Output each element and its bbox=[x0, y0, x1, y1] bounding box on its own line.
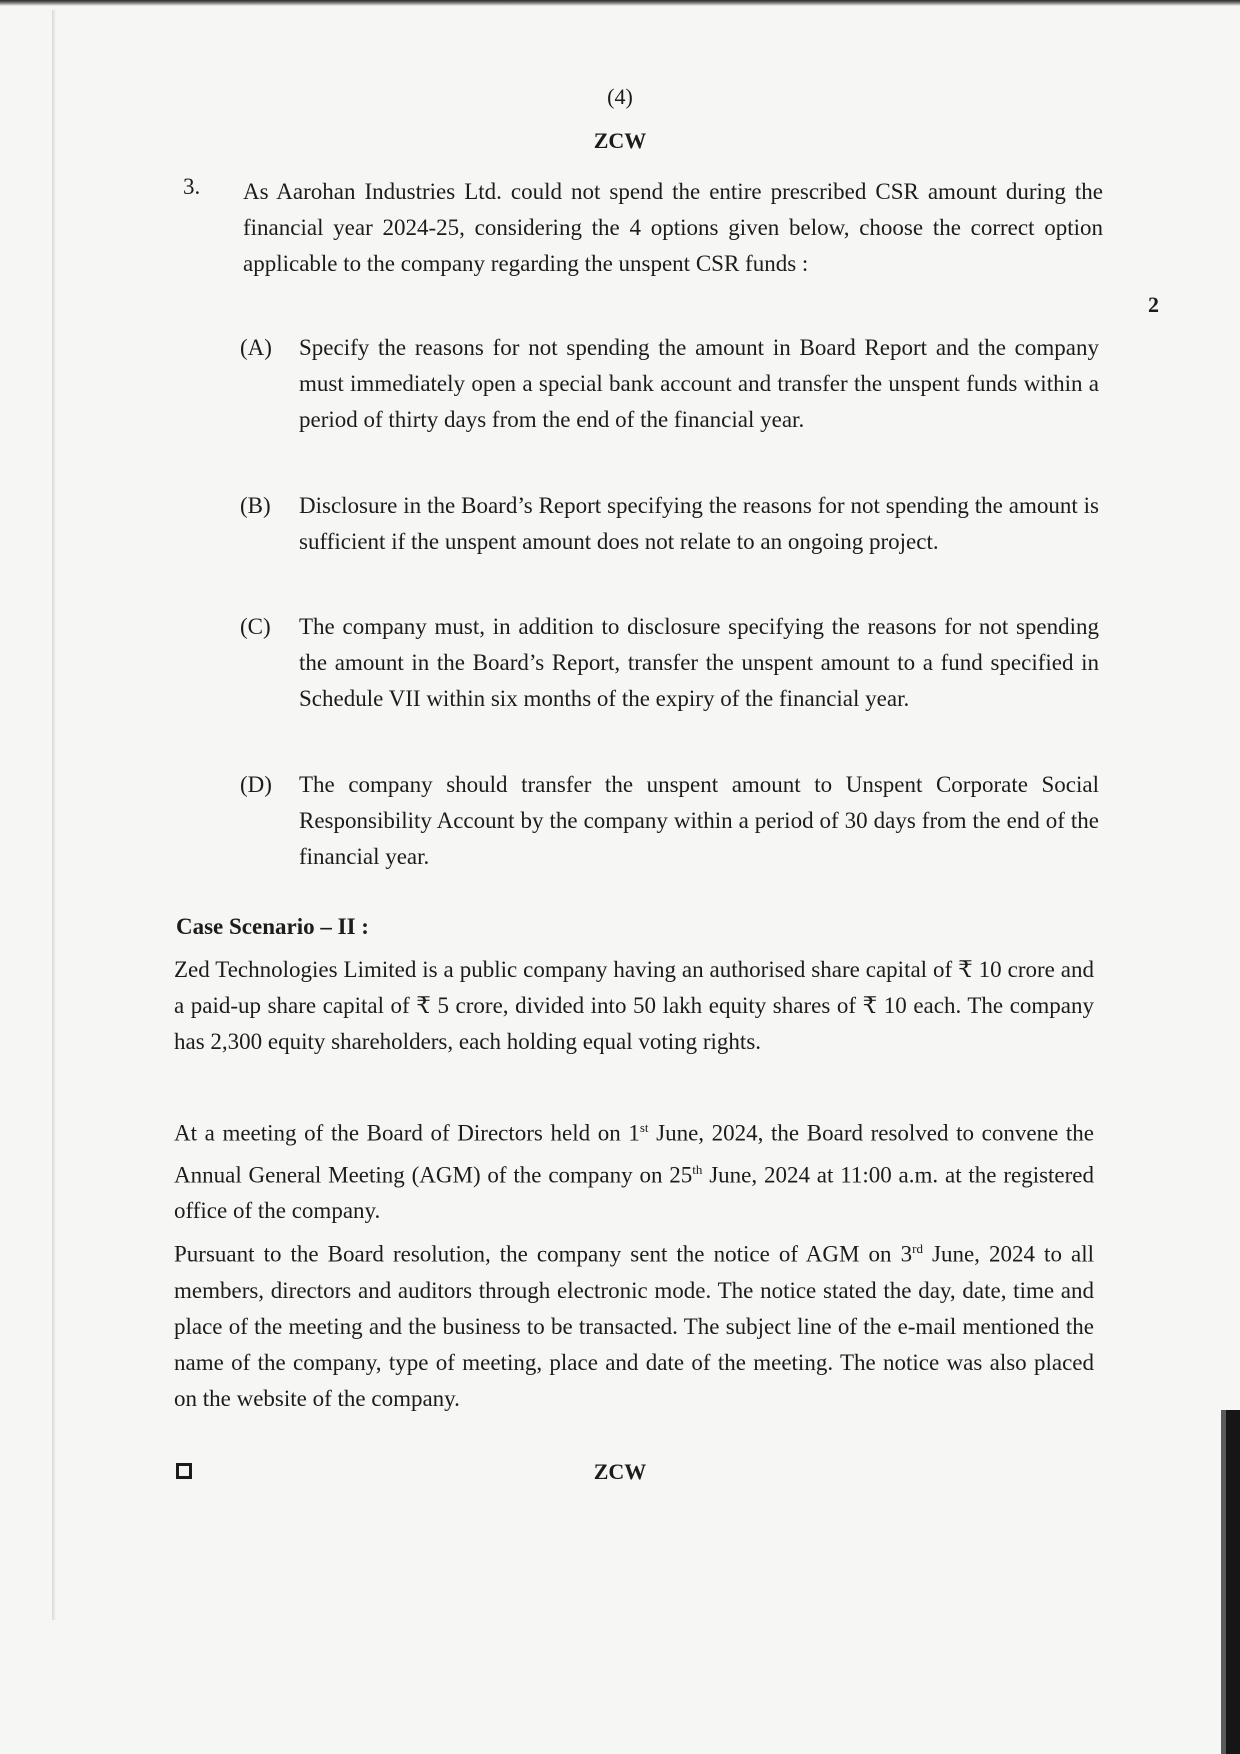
case-paragraph-2 bbox=[174, 1110, 1094, 1229]
para2-sup-b: th bbox=[692, 1161, 703, 1177]
option-text: The company must, in addition to disclosure specifying the reasons for not spending the amount in the Board’s Report, transfer the unspent amount to a fund specified in Schedule VII within six months of the expiry of the financial year. bbox=[299, 614, 1099, 711]
question-marks: 2 bbox=[1148, 292, 1159, 317]
option-text: Disclosure in the Board’s Report specifying the reasons for not spending the amount is sufficient if the unspent amount does not relate to an ongoing project. bbox=[299, 493, 1099, 554]
case-scenario-heading: Case Scenario – II : bbox=[176, 914, 369, 939]
option-label: (C) bbox=[240, 614, 271, 639]
para3-text-b: June, 2024 to all members, directors and auditors through electronic mode. The notice stated the day, date, time and place of the meeting and the business to be transacted. The subject line of the e-mail mentioned the name of the company, type of meeting, place and date of the meeting. The notice was also placed on the website of the company. bbox=[174, 1241, 1095, 1411]
page-number: (4) bbox=[607, 84, 633, 109]
para3-text-a: Pursuant to the Board resolution, the company sent the notice of AGM on 3 bbox=[174, 1241, 913, 1267]
footer-code: ZCW bbox=[593, 1459, 647, 1484]
scan-left-shadow bbox=[52, 10, 56, 1620]
question-text: As Aarohan Industries Ltd. could not spend the entire prescribed CSR amount during the financial year 2024-25, considering the 4 options given below, choose the correct option applicable to the company regarding the unspent CSR funds : bbox=[243, 179, 1103, 276]
option-label: (D) bbox=[240, 772, 272, 797]
para2-text-a: At a meeting of the Board of Directors held on 1 bbox=[174, 1120, 640, 1146]
option-text: Specify the reasons for not spending the amount in Board Report and the company must immediately open a special bank account and transfer the unspent funds within a period of thirty days from the end of the financial year. bbox=[299, 335, 1099, 432]
option-text: The company should transfer the unspent amount to Unspent Corporate Social Responsibility Account by the company within a period of 30 days from the end of the financial year. bbox=[299, 772, 1099, 869]
option-label: (B) bbox=[240, 493, 271, 518]
case-paragraph-3 bbox=[174, 1231, 1094, 1417]
question-number: 3. bbox=[183, 174, 201, 199]
header-code: ZCW bbox=[593, 128, 647, 153]
para2-text-b: June, 2024, the Board resolved to convene the Annual General Meeting (AGM) of the company on 25 bbox=[174, 1120, 1094, 1188]
para3-sup-a: rd bbox=[912, 1241, 923, 1256]
option-label: (A) bbox=[240, 335, 272, 360]
para2-text-c: June, 2024 at 11:00 a.m. at the registered office of the company. bbox=[174, 1162, 1094, 1224]
case-paragraph-1: Zed Technologies Limited is a public company having an authorised share capital of ₹ 10 crore and a paid-up share capital of ₹ 5 crore, divided into 50 lakh equity shares of ₹ 10 each. The company has 2,300 equity shareholders, each holding equal voting rights. bbox=[174, 957, 1094, 1054]
scan-top-edge bbox=[0, 0, 1240, 6]
para2-sup-a: st bbox=[639, 1120, 649, 1135]
